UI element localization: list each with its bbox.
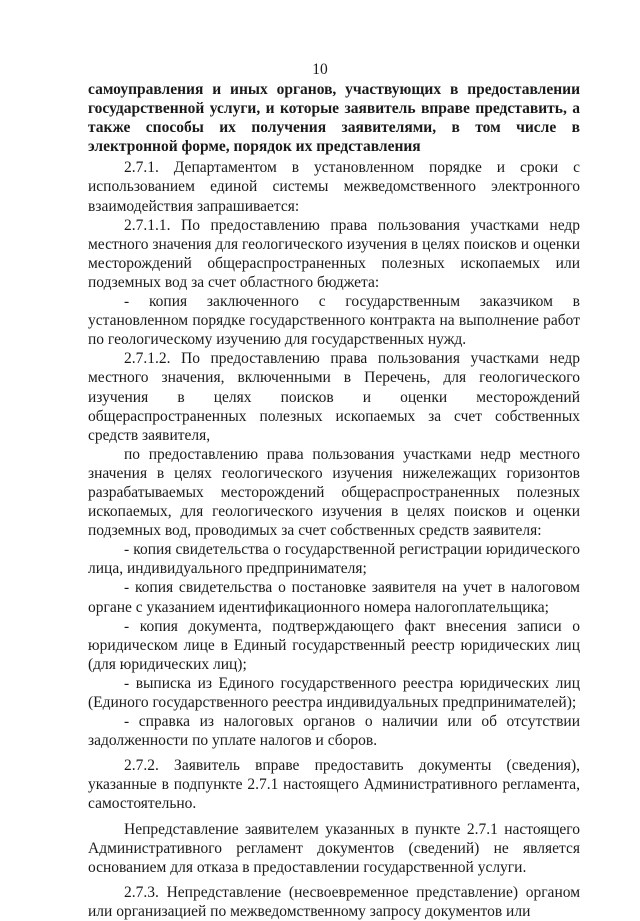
paragraph-2-7-1-1: 2.7.1.1. По предоставлению права пользования участками недр местного значения для геологического изучения в целях поисков и оценки месторождений общераспространенных полезных ископаемых или подземных вод за счет областного бюджета: <box>88 216 580 291</box>
section-heading: самоуправления и иных органов, участвующих в предоставлении государственной услуги, и которые заявитель вправе представить, а также способы их получения заявителями, в том числе в электронной форме, порядок их представления <box>88 81 580 156</box>
paragraph-non-submission: Непредставление заявителем указанных в пункте 2.7.1 настоящего Административного регламент документов (сведений) не является основанием для отказа в предоставлении государственной услуги. <box>88 820 580 876</box>
paragraph-2-7-1-2: 2.7.1.2. По предоставлению права пользования участками недр местного значения, включенными в Перечень, для геологического изучения в целях поисков и оценки месторождений общераспространенных полезных ископаемых за счет собственных средств заявителя, <box>88 350 580 444</box>
paragraph-2-7-3: 2.7.3. Непредставление (несвоевременное представление) органом или организацией по межведомственному запросу документов или <box>88 883 580 920</box>
list-item-egrul-record: - копия документа, подтверждающего факт внесения записи о юридическом лице в Единый государственный реестр юридических лиц (для юридических лиц); <box>88 617 580 673</box>
list-item-tax-registration: - копия свидетельства о постановке заявителя на учет в налоговом органе с указанием идентификационного номера налогоплательщика; <box>88 579 580 616</box>
page-number: 10 <box>312 61 328 78</box>
paragraph-subsoil-horizons: по предоставлению права пользования участками недр местного значения в целях геологического изучения нижележащих горизонтов разрабатываемых месторождений общераспространенных полезных ископаемых, для геологического изучения в целях поисков и оценки подземных вод, проводимых за счет собственных средств заявителя: <box>88 445 580 540</box>
paragraph-2-7-2: 2.7.2. Заявитель вправе предоставить документы (сведения), указанные в подпункте 2.7.1 настоящего Административного регламента, самостоятельно. <box>88 757 580 813</box>
list-item-tax-certificate: - справка из налоговых органов о наличии или об отсутствии задолженности по уплате налогов и сборов. <box>88 713 580 750</box>
page-content <box>88 80 580 921</box>
list-item-registration-certificate: - копия свидетельства о государственной регистрации юридического лица, индивидуального предпринимателя; <box>88 541 580 578</box>
list-item-contract-copy: - копия заключенного с государственным заказчиком в установленном порядке государственного контракта на выполнение работ по геологическому изучению для государственных нужд. <box>88 293 580 349</box>
list-item-egrul-extract: - выписка из Единого государственного реестра юридических лиц (Единого государственного реестра индивидуальных предпринимателей); <box>88 674 580 711</box>
paragraph-2-7-1: 2.7.1. Департаментом в установленном порядке и сроки с использованием единой системы межведомственного электронного взаимодействия запрашивается: <box>88 159 580 215</box>
